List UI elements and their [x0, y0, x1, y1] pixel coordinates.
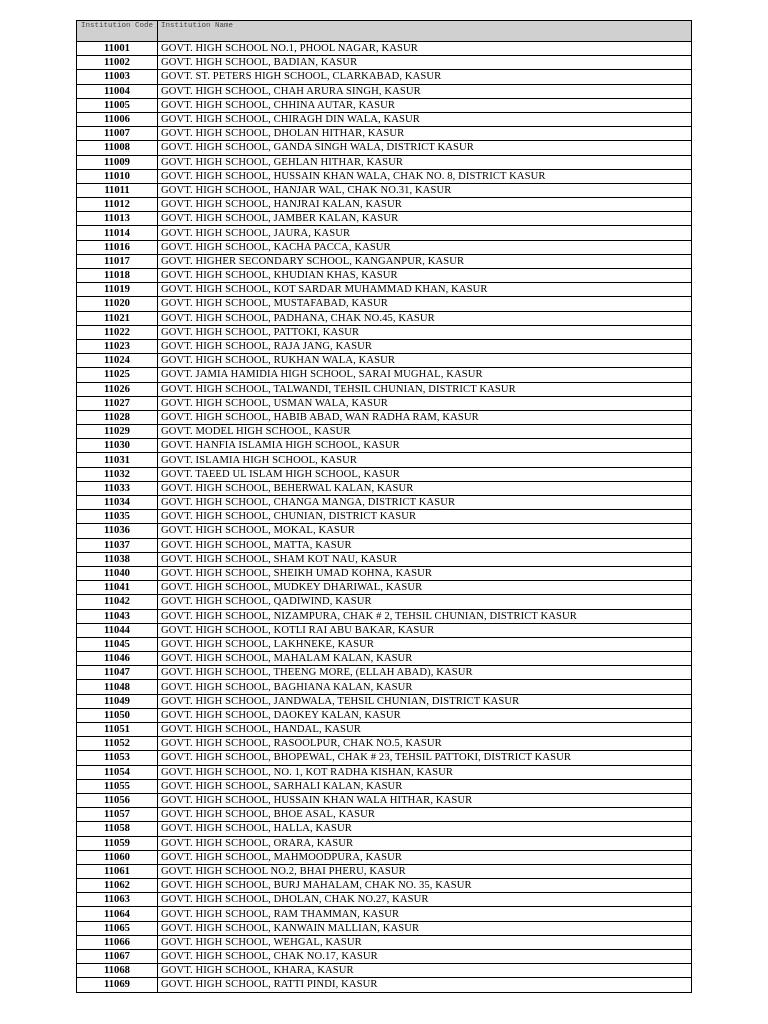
table-row	[77, 141, 692, 155]
table-row	[77, 850, 692, 864]
header-institution-code: Institution Code	[77, 21, 158, 42]
table-row	[77, 751, 692, 765]
institution-name-cell: GOVT. HIGH SCHOOL, RAM THAMMAN, KASUR	[158, 907, 692, 921]
table-row	[77, 410, 692, 424]
table-row	[77, 623, 692, 637]
institution-code-cell: 11037	[77, 538, 158, 552]
institution-code-cell: 11042	[77, 595, 158, 609]
institution-name-cell: GOVT. JAMIA HAMIDIA HIGH SCHOOL, SARAI MUGHAL, KASUR	[158, 368, 692, 382]
institution-code-cell: 11014	[77, 226, 158, 240]
institution-name-cell: GOVT. HIGH SCHOOL NO.1, PHOOL NAGAR, KASUR	[158, 42, 692, 56]
institution-name-cell: GOVT. HIGH SCHOOL, KOTLI RAI ABU BAKAR, KASUR	[158, 623, 692, 637]
institution-code-cell: 11018	[77, 269, 158, 283]
institution-name-cell: GOVT. TAEED UL ISLAM HIGH SCHOOL, KASUR	[158, 467, 692, 481]
table-row	[77, 879, 692, 893]
institution-name-cell: GOVT. HIGH SCHOOL, GANDA SINGH WALA, DISTRICT KASUR	[158, 141, 692, 155]
institution-name-cell: GOVT. HIGH SCHOOL, RAJA JANG, KASUR	[158, 339, 692, 353]
institution-code-cell: 11032	[77, 467, 158, 481]
institution-name-cell: GOVT. HIGH SCHOOL, JANDWALA, TEHSIL CHUNIAN, DISTRICT KASUR	[158, 694, 692, 708]
table-row	[77, 112, 692, 126]
institution-name-cell: GOVT. HIGH SCHOOL, CHUNIAN, DISTRICT KASUR	[158, 510, 692, 524]
institution-code-cell: 11003	[77, 70, 158, 84]
institution-name-cell: GOVT. HIGH SCHOOL, HABIB ABAD, WAN RADHA RAM, KASUR	[158, 410, 692, 424]
table-row	[77, 652, 692, 666]
table-row	[77, 637, 692, 651]
table-row	[77, 368, 692, 382]
institution-code-cell: 11035	[77, 510, 158, 524]
table-row	[77, 921, 692, 935]
table-row	[77, 723, 692, 737]
institution-name-cell: GOVT. MODEL HIGH SCHOOL, KASUR	[158, 425, 692, 439]
institution-name-cell: GOVT. HIGH SCHOOL, JAMBER KALAN, KASUR	[158, 212, 692, 226]
table-row	[77, 325, 692, 339]
table-row	[77, 836, 692, 850]
institution-code-cell: 11034	[77, 496, 158, 510]
table-row	[77, 254, 692, 268]
institution-name-cell: GOVT. HIGH SCHOOL, NO. 1, KOT RADHA KISHAN, KASUR	[158, 765, 692, 779]
institution-code-cell: 11067	[77, 950, 158, 964]
institution-name-cell: GOVT. HIGH SCHOOL NO.2, BHAI PHERU, KASUR	[158, 864, 692, 878]
institution-name-cell: GOVT. HIGH SCHOOL, DHOLAN HITHAR, KASUR	[158, 127, 692, 141]
institution-code-cell: 11051	[77, 723, 158, 737]
institution-name-cell: GOVT. HIGH SCHOOL, RATTI PINDI, KASUR	[158, 978, 692, 992]
table-row	[77, 183, 692, 197]
institution-name-cell: GOVT. HIGH SCHOOL, RASOOLPUR, CHAK NO.5, KASUR	[158, 737, 692, 751]
table-row	[77, 453, 692, 467]
institution-code-cell: 11049	[77, 694, 158, 708]
institution-code-cell: 11038	[77, 552, 158, 566]
institution-name-cell: GOVT. HIGH SCHOOL, SHEIKH UMAD KOHNA, KASUR	[158, 566, 692, 580]
institution-code-cell: 11004	[77, 84, 158, 98]
institution-code-cell: 11031	[77, 453, 158, 467]
table-row	[77, 425, 692, 439]
institution-code-cell: 11059	[77, 836, 158, 850]
institution-name-cell: GOVT. HIGH SCHOOL, DHOLAN, CHAK NO.27, KASUR	[158, 893, 692, 907]
institution-code-cell: 11002	[77, 56, 158, 70]
institution-code-cell: 11019	[77, 283, 158, 297]
institution-name-cell: GOVT. HIGH SCHOOL, JAURA, KASUR	[158, 226, 692, 240]
institution-name-cell: GOVT. HIGH SCHOOL, CHAH ARURA SINGH, KASUR	[158, 84, 692, 98]
table-row	[77, 737, 692, 751]
institution-name-cell: GOVT. HIGH SCHOOL, HALLA, KASUR	[158, 822, 692, 836]
institution-code-cell: 11069	[77, 978, 158, 992]
table-row	[77, 581, 692, 595]
institution-code-cell: 11012	[77, 198, 158, 212]
table-row	[77, 198, 692, 212]
institution-name-cell: GOVT. HIGH SCHOOL, KACHA PACCA, KASUR	[158, 240, 692, 254]
table-row	[77, 339, 692, 353]
institution-code-cell: 11017	[77, 254, 158, 268]
table-row	[77, 70, 692, 84]
table-row	[77, 56, 692, 70]
table-row	[77, 950, 692, 964]
table-row	[77, 84, 692, 98]
table-row	[77, 98, 692, 112]
institution-name-cell: GOVT. HIGH SCHOOL, BHOE ASAL, KASUR	[158, 808, 692, 822]
institution-code-cell: 11057	[77, 808, 158, 822]
institution-code-cell: 11046	[77, 652, 158, 666]
institution-code-cell: 11021	[77, 311, 158, 325]
institution-name-cell: GOVT. HIGH SCHOOL, THEENG MORE, (ELLAH ABAD), KASUR	[158, 666, 692, 680]
table-row	[77, 496, 692, 510]
table-row	[77, 779, 692, 793]
institution-code-cell: 11010	[77, 169, 158, 183]
institution-name-cell: GOVT. HIGH SCHOOL, BURJ MAHALAM, CHAK NO. 35, KASUR	[158, 879, 692, 893]
table-row	[77, 907, 692, 921]
institution-name-cell: GOVT. HIGH SCHOOL, BHOPEWAL, CHAK # 23, TEHSIL PATTOKI, DISTRICT KASUR	[158, 751, 692, 765]
institution-name-cell: GOVT. HIGH SCHOOL, CHIRAGH DIN WALA, KASUR	[158, 112, 692, 126]
institution-code-cell: 11016	[77, 240, 158, 254]
table-row	[77, 269, 692, 283]
institution-name-cell: GOVT. HIGH SCHOOL, CHANGA MANGA, DISTRICT KASUR	[158, 496, 692, 510]
institution-code-cell: 11047	[77, 666, 158, 680]
institution-code-cell: 11062	[77, 879, 158, 893]
table-row	[77, 524, 692, 538]
institution-name-cell: GOVT. HIGH SCHOOL, MAHMOODPURA, KASUR	[158, 850, 692, 864]
table-row	[77, 822, 692, 836]
institution-code-cell: 11064	[77, 907, 158, 921]
institution-code-cell: 11058	[77, 822, 158, 836]
institution-code-cell: 11009	[77, 155, 158, 169]
institution-code-cell: 11045	[77, 637, 158, 651]
institution-name-cell: GOVT. HIGH SCHOOL, HUSSAIN KHAN WALA, CHAK NO. 8, DISTRICT KASUR	[158, 169, 692, 183]
institution-name-cell: GOVT. HIGH SCHOOL, MOKAL, KASUR	[158, 524, 692, 538]
institution-name-cell: GOVT. HIGHER SECONDARY SCHOOL, KANGANPUR, KASUR	[158, 254, 692, 268]
institution-table	[76, 20, 692, 993]
institution-code-cell: 11043	[77, 609, 158, 623]
institution-code-cell: 11008	[77, 141, 158, 155]
table-row	[77, 694, 692, 708]
institution-name-cell: GOVT. HIGH SCHOOL, KOT SARDAR MUHAMMAD KHAN, KASUR	[158, 283, 692, 297]
institution-name-cell: GOVT. HIGH SCHOOL, HANDAL, KASUR	[158, 723, 692, 737]
institution-name-cell: GOVT. HIGH SCHOOL, RUKHAN WALA, KASUR	[158, 354, 692, 368]
institution-code-cell: 11006	[77, 112, 158, 126]
institution-name-cell: GOVT. HIGH SCHOOL, ORARA, KASUR	[158, 836, 692, 850]
table-row	[77, 481, 692, 495]
institution-code-cell: 11001	[77, 42, 158, 56]
institution-name-cell: GOVT. HIGH SCHOOL, LAKHNEKE, KASUR	[158, 637, 692, 651]
table-row	[77, 439, 692, 453]
institution-name-cell: GOVT. HIGH SCHOOL, MAHALAM KALAN, KASUR	[158, 652, 692, 666]
institution-name-cell: GOVT. HIGH SCHOOL, QADIWIND, KASUR	[158, 595, 692, 609]
institution-code-cell: 11022	[77, 325, 158, 339]
table-row	[77, 793, 692, 807]
table-row	[77, 566, 692, 580]
institution-name-cell: GOVT. ISLAMIA HIGH SCHOOL, KASUR	[158, 453, 692, 467]
table-row	[77, 808, 692, 822]
institution-code-cell: 11028	[77, 410, 158, 424]
institution-name-cell: GOVT. HIGH SCHOOL, BADIAN, KASUR	[158, 56, 692, 70]
table-row	[77, 382, 692, 396]
institution-code-cell: 11061	[77, 864, 158, 878]
table-row	[77, 155, 692, 169]
institution-name-cell: GOVT. HIGH SCHOOL, BAGHIANA KALAN, KASUR	[158, 680, 692, 694]
institution-code-cell: 11026	[77, 382, 158, 396]
table-row	[77, 595, 692, 609]
table-row	[77, 964, 692, 978]
table-row	[77, 396, 692, 410]
institution-name-cell: GOVT. HIGH SCHOOL, HUSSAIN KHAN WALA HITHAR, KASUR	[158, 793, 692, 807]
table-row	[77, 311, 692, 325]
table-row	[77, 864, 692, 878]
institution-code-cell: 11036	[77, 524, 158, 538]
table-row	[77, 240, 692, 254]
institution-code-cell: 11020	[77, 297, 158, 311]
institution-name-cell: GOVT. HIGH SCHOOL, MUDKEY DHARIWAL, KASUR	[158, 581, 692, 595]
institution-code-cell: 11011	[77, 183, 158, 197]
table-row	[77, 127, 692, 141]
institution-code-cell: 11055	[77, 779, 158, 793]
table-row	[77, 765, 692, 779]
table-row	[77, 212, 692, 226]
institution-code-cell: 11060	[77, 850, 158, 864]
institution-name-cell: GOVT. HIGH SCHOOL, HANJRAI KALAN, KASUR	[158, 198, 692, 212]
institution-name-cell: GOVT. HIGH SCHOOL, NIZAMPURA, CHAK # 2, TEHSIL CHUNIAN, DISTRICT KASUR	[158, 609, 692, 623]
institution-name-cell: GOVT. HIGH SCHOOL, GEHLAN HITHAR, KASUR	[158, 155, 692, 169]
institution-code-cell: 11033	[77, 481, 158, 495]
institution-name-cell: GOVT. HIGH SCHOOL, TALWANDI, TEHSIL CHUNIAN, DISTRICT KASUR	[158, 382, 692, 396]
header-institution-name: Institution Name	[158, 21, 692, 42]
institution-code-cell: 11041	[77, 581, 158, 595]
institution-name-cell: GOVT. HIGH SCHOOL, CHAK NO.17, KASUR	[158, 950, 692, 964]
table-row	[77, 467, 692, 481]
table-row	[77, 978, 692, 992]
institution-code-cell: 11013	[77, 212, 158, 226]
table-row	[77, 510, 692, 524]
institution-name-cell: GOVT. HIGH SCHOOL, DAOKEY KALAN, KASUR	[158, 708, 692, 722]
table-row	[77, 935, 692, 949]
institution-name-cell: GOVT. HANFIA ISLAMIA HIGH SCHOOL, KASUR	[158, 439, 692, 453]
institution-code-cell: 11029	[77, 425, 158, 439]
institution-name-cell: GOVT. HIGH SCHOOL, SARHALI KALAN, KASUR	[158, 779, 692, 793]
institution-code-cell: 11040	[77, 566, 158, 580]
institution-code-cell: 11044	[77, 623, 158, 637]
table-row	[77, 609, 692, 623]
institution-code-cell: 11005	[77, 98, 158, 112]
institution-name-cell: GOVT. HIGH SCHOOL, KHARA, KASUR	[158, 964, 692, 978]
institution-code-cell: 11048	[77, 680, 158, 694]
institution-code-cell: 11068	[77, 964, 158, 978]
institution-name-cell: GOVT. HIGH SCHOOL, CHHINA AUTAR, KASUR	[158, 98, 692, 112]
institution-code-cell: 11056	[77, 793, 158, 807]
institution-code-cell: 11063	[77, 893, 158, 907]
institution-code-cell: 11066	[77, 935, 158, 949]
table-row	[77, 169, 692, 183]
table-row	[77, 538, 692, 552]
table-row	[77, 283, 692, 297]
institution-name-cell: GOVT. HIGH SCHOOL, KANWAIN MALLIAN, KASUR	[158, 921, 692, 935]
institution-code-cell: 11030	[77, 439, 158, 453]
table-header	[77, 21, 692, 42]
institution-code-cell: 11065	[77, 921, 158, 935]
table-row	[77, 666, 692, 680]
institution-name-cell: GOVT. ST. PETERS HIGH SCHOOL, CLARKABAD, KASUR	[158, 70, 692, 84]
institution-name-cell: GOVT. HIGH SCHOOL, HANJAR WAL, CHAK NO.31, KASUR	[158, 183, 692, 197]
institution-code-cell: 11007	[77, 127, 158, 141]
institution-name-cell: GOVT. HIGH SCHOOL, BEHERWAL KALAN, KASUR	[158, 481, 692, 495]
institution-code-cell: 11050	[77, 708, 158, 722]
institution-code-cell: 11023	[77, 339, 158, 353]
table-row	[77, 226, 692, 240]
institution-name-cell: GOVT. HIGH SCHOOL, MATTA, KASUR	[158, 538, 692, 552]
table-row	[77, 893, 692, 907]
institution-code-cell: 11027	[77, 396, 158, 410]
institution-code-cell: 11024	[77, 354, 158, 368]
table-row	[77, 552, 692, 566]
institution-name-cell: GOVT. HIGH SCHOOL, USMAN WALA, KASUR	[158, 396, 692, 410]
institution-code-cell: 11052	[77, 737, 158, 751]
table-row	[77, 708, 692, 722]
institution-name-cell: GOVT. HIGH SCHOOL, WEHGAL, KASUR	[158, 935, 692, 949]
table-row	[77, 42, 692, 56]
institution-name-cell: GOVT. HIGH SCHOOL, PATTOKI, KASUR	[158, 325, 692, 339]
table-row	[77, 680, 692, 694]
table-body	[77, 42, 692, 993]
header-row	[77, 21, 692, 42]
table-row	[77, 354, 692, 368]
institution-code-cell: 11054	[77, 765, 158, 779]
institution-name-cell: GOVT. HIGH SCHOOL, SHAM KOT NAU, KASUR	[158, 552, 692, 566]
institution-name-cell: GOVT. HIGH SCHOOL, MUSTAFABAD, KASUR	[158, 297, 692, 311]
institution-name-cell: GOVT. HIGH SCHOOL, KHUDIAN KHAS, KASUR	[158, 269, 692, 283]
institution-code-cell: 11053	[77, 751, 158, 765]
institution-code-cell: 11025	[77, 368, 158, 382]
table-row	[77, 297, 692, 311]
institution-name-cell: GOVT. HIGH SCHOOL, PADHANA, CHAK NO.45, KASUR	[158, 311, 692, 325]
